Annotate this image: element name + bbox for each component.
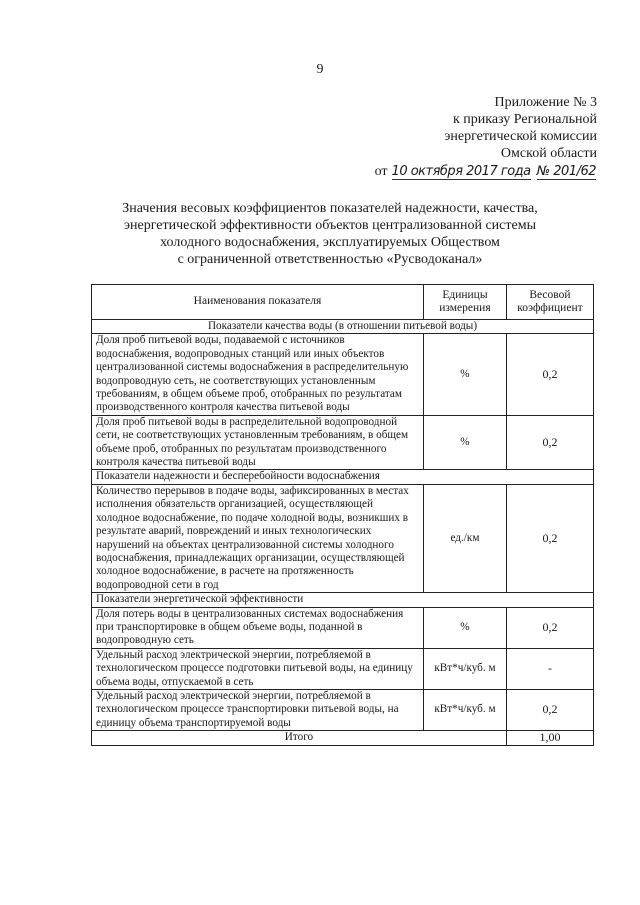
indicator-name: Доля потерь воды в централизованных системах водоснабжения при транспортировке в общем объеме воды, поданной в водопроводную сеть (92, 607, 424, 648)
total-value: 1,00 (506, 731, 593, 745)
header-name: Наименования показателя (92, 285, 424, 320)
indicator-name: Удельный расход электрической энергии, потребляемой в технологическом процессе подготовки питьевой воды, на единицу объема воды, отпускаемой в сеть (92, 648, 424, 689)
title-line-2: энергетической эффективности объектов централизованной системы (124, 218, 536, 233)
indicator-unit: % (423, 334, 506, 415)
indicator-name: Доля проб питьевой воды в распределительной водопроводной сети, не соответствующих установленным требованиям, в общем объеме проб, отобранных по результатам производственного контроля качества питьевой воды (92, 415, 424, 470)
indicator-unit: кВт*ч/куб. м (423, 689, 506, 730)
table-row (92, 607, 594, 648)
indicator-coef: - (506, 648, 593, 689)
indicator-name: Удельный расход электрической энергии, потребляемой в технологическом процессе транспортировки питьевой воды, на единицу объема транспортируемой воды (92, 689, 424, 730)
title-line-3: холодного водоснабжения, эксплуатируемых Обществом (160, 235, 500, 250)
handwritten-date: 10 октября 2017 года (391, 164, 531, 179)
table-row (92, 689, 594, 730)
order-date-line (375, 164, 596, 180)
section-reliability (92, 470, 594, 484)
indicator-coef: 0,2 (506, 607, 593, 648)
section-water-quality (92, 320, 594, 334)
indicator-name: Доля проб питьевой воды, подаваемой с источников водоснабжения, водопроводных станций или иных объектов централизованной системы водоснабжения в распределительную водопроводную сеть, не соответствующих установленным требованиям, в общем объеме проб, отобранных по результатам производственного контроля качества питьевой воды (92, 334, 424, 415)
table-row (92, 648, 594, 689)
appendix-line-4: Омской области (500, 146, 597, 161)
indicator-name: Количество перерывов в подаче воды, зафиксированных в местах исполнения обязательств организацией, осуществляющей холодное водоснабжение, по подаче холодной воды, возникших в результате аварий, повреждений и иных технологических нарушений на объектах централизованной системы холодного водоснабжения, принадлежащих организации, осуществляющей холодное водоснабжение, в расчете на протяженность водопроводной сети в год (92, 484, 424, 592)
document-title (60, 200, 600, 268)
table-row (92, 334, 594, 415)
indicator-coef: 0,2 (506, 484, 593, 592)
indicator-unit: % (423, 415, 506, 470)
section-energy-efficiency (92, 593, 594, 607)
appendix-line-2: к приказу Региональной (452, 112, 597, 127)
header-coef: Весовой коэффициент (506, 285, 593, 320)
coefficients-table (91, 284, 594, 746)
indicator-coef: 0,2 (506, 415, 593, 470)
title-line-4: с ограниченной ответственностью «Русводоканал» (177, 252, 483, 267)
section-title: Показатели надежности и бесперебойности водоснабжения (92, 470, 594, 484)
table-row (92, 484, 594, 592)
title-line-1: Значения весовых коэффициентов показателей надежности, качества, (122, 201, 538, 216)
indicator-unit: кВт*ч/куб. м (423, 648, 506, 689)
section-title: Показатели энергетической эффективности (92, 593, 594, 607)
appendix-line-3: энергетической комиссии (444, 129, 597, 144)
page-number: 9 (316, 62, 324, 77)
appendix-header (444, 94, 597, 162)
handwritten-order-number: № 201/62 (536, 164, 596, 179)
total-row (92, 731, 594, 745)
section-title: Показатели качества воды (в отношении питьевой воды) (92, 320, 594, 334)
appendix-line-1: Приложение № 3 (494, 95, 597, 110)
header-unit: Единицы измерения (423, 285, 506, 320)
indicator-unit: ед./км (423, 484, 506, 592)
date-prefix: от (374, 164, 388, 179)
table-row (92, 415, 594, 470)
indicator-coef: 0,2 (506, 334, 593, 415)
table-header-row (92, 285, 594, 320)
indicator-unit: % (423, 607, 506, 648)
total-label: Итого (92, 731, 507, 745)
indicator-coef: 0,2 (506, 689, 593, 730)
